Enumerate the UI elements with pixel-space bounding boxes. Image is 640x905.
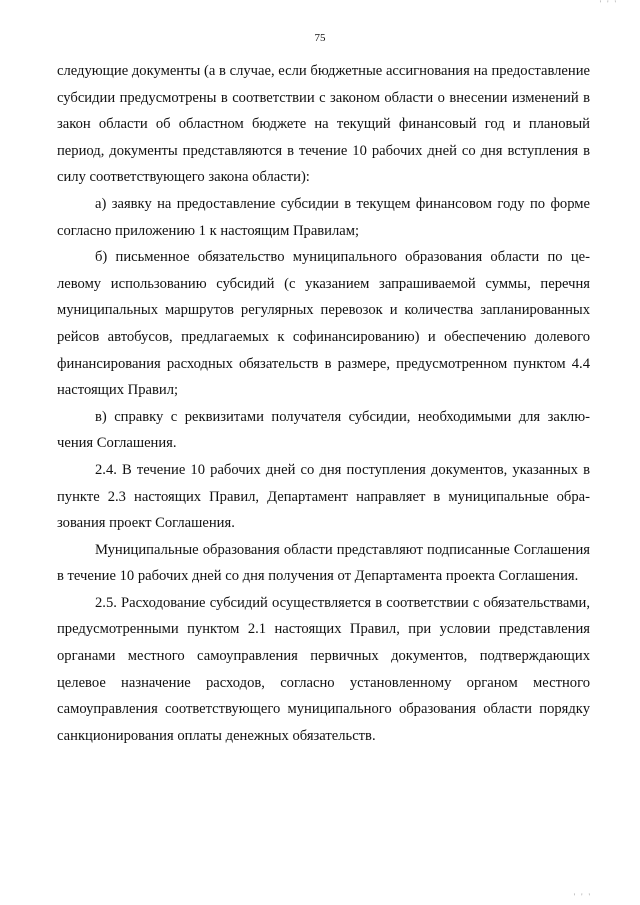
paragraph-2-4: 2.4. В течение 10 рабочих дней со дня поступления документов, указанных в пункте 2.3 настоящих Правил, Департамент направляет в муниципальные образования проект Соглашения. [57,461,590,532]
document-body [57,58,590,749]
paragraph-continuation: следующие документы (а в случае, если бюджетные ассигнования на предоставление субсидии предусмотрены в соответствии с законом области о внесении изменений в закон области об областном бюджете на текущий финансовый год и плановый период, документы представляются в течение 10 рабочих дней со дня вступления в силу соответствующего закона области): [57,63,590,186]
scan-corner-mark: ' ' ' [573,892,592,901]
paragraph-item-a: а) заявку на предоставление субсидии в текущем финансовом году по форме согласно приложению 1 к настоящим Правилам; [57,195,590,239]
paragraph-item-b: б) письменное обязательство муниципального образования области по целевому использованию субсидий (с указанием запрашиваемой суммы, перечня муниципальных маршрутов регулярных перевозок и количества запланированных рейсов автобусов, предлагаемых к софинансированию) и обеспечению долевого финансирования расходных обязательств в размере, предусмотренном пунктом 4.4 настоящих Правил; [57,249,590,399]
paragraph-agreements: Муниципальные образования области представляют подписанные Соглашения в течение 10 рабочих дней со дня получения от Департамента проекта Соглашения. [57,541,590,585]
page-number: 75 [314,32,326,44]
scan-corner-mark: ' ' ' [599,0,618,8]
paragraph-item-c: в) справку с реквизитами получателя субсидии, необходимыми для заключения Соглашения. [57,408,590,452]
paragraph-2-5: 2.5. Расходование субсидий осуществляется в соответствии с обязательствами, предусмотренными пунктом 2.1 настоящих Правил, при условии представления органами местного самоуправления первичных документов, подтверждающих целевое назначение расходов, согласно установленному органом местного самоуправления соответствующего муниципального образования области порядку санкционирования оплаты денежных обязательств. [57,594,590,744]
